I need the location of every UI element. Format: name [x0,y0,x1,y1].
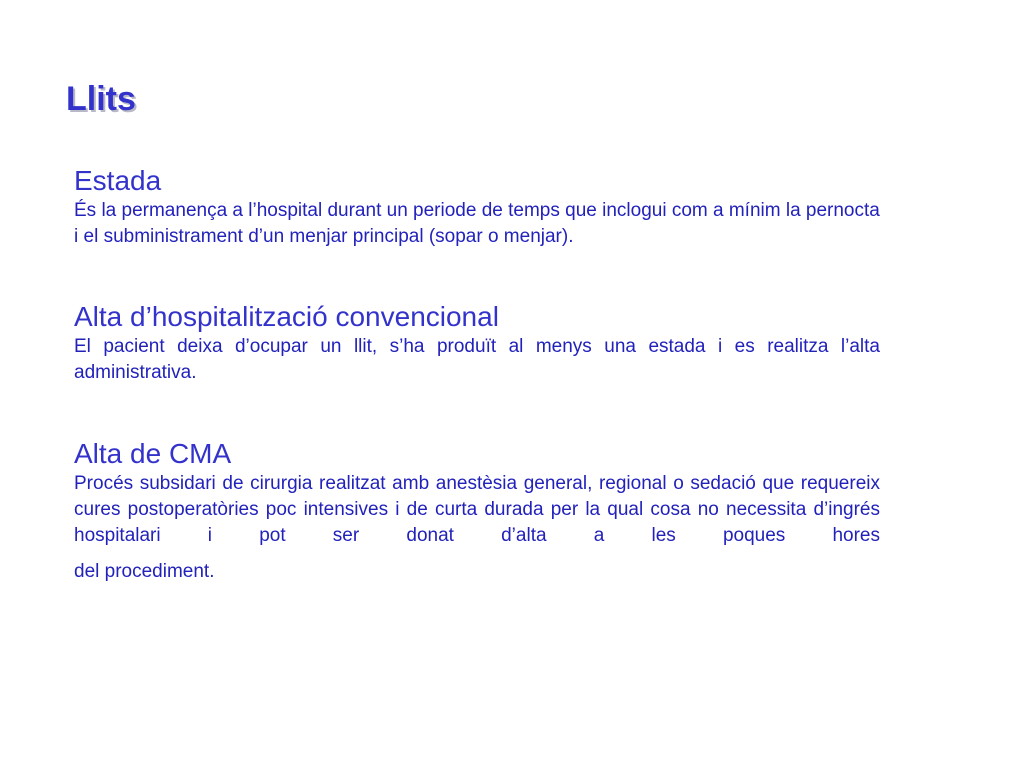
section-heading-alta-hospitalitzacio-convencional: Alta d’hospitalització convencional [74,301,499,332]
slide-title: Llits [66,80,136,118]
section-alta-hospitalitzacio-convencional [74,300,880,386]
section-heading-estada: Estada [74,165,162,196]
section-body-estada: És la permanença a l’hospital durant un periode de temps que inclogui com a mínim la pernocta i el subministrament d’un menjar principal (sopar o menjar). [74,200,880,247]
section-body-alta-cma-text: Procés subsidari de cirurgia realitzat amb anestèsia general, regional o sedació que requereix cures postoperatòries poc intensives i de curta durada per la qual cosa no necessita d’ingrés hospitalari i pot ser donat d’alta a les poques hores [74,473,880,546]
section-body-alta-cma [74,471,880,585]
section-body-alta-hospitalitzacio-convencional: El pacient deixa d’ocupar un llit, s’ha produït al menys una estada i es realitza l’alta administrativa. [74,336,880,383]
section-body-alta-cma-last-line: del procediment. [74,561,215,582]
section-estada [74,164,880,250]
section-alta-cma [74,437,880,585]
section-heading-alta-cma: Alta de CMA [74,438,232,469]
